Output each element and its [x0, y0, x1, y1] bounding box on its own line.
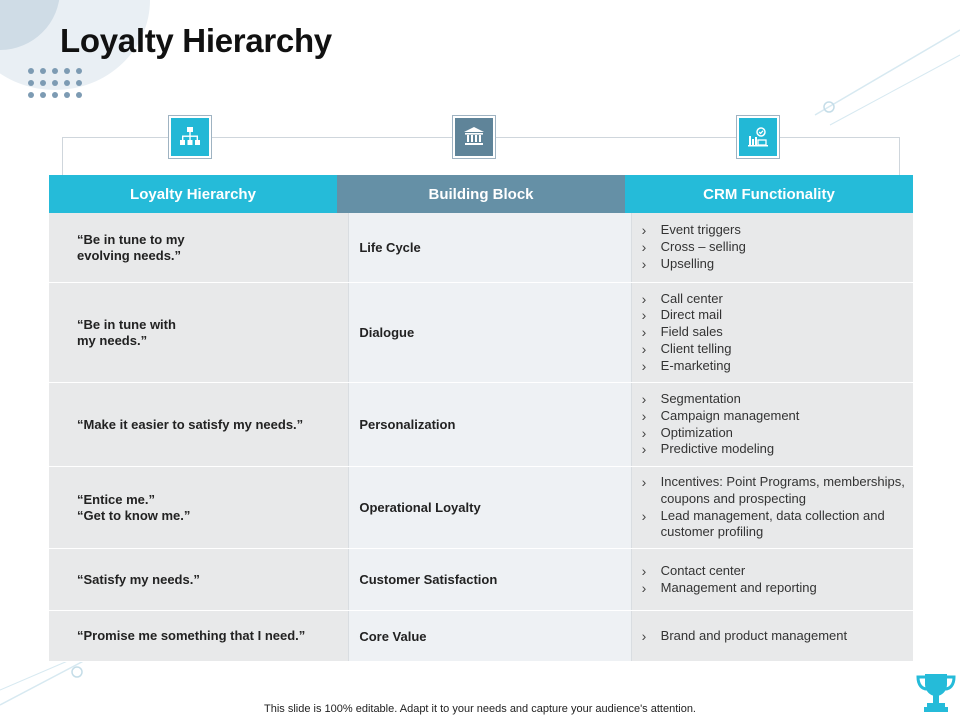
- quote-cell: “Promise me something that I need.”: [49, 611, 348, 661]
- building-block-cell: Operational Loyalty: [348, 467, 631, 548]
- crm-functionality-cell: [632, 283, 913, 382]
- building-block-cell: Dialogue: [348, 283, 631, 382]
- list-item: › E-marketing: [642, 358, 732, 375]
- list-item: › Upselling: [642, 256, 746, 273]
- crm-functionality-cell: [632, 549, 913, 610]
- decorative-dots: [28, 68, 82, 98]
- list-item: › Direct mail: [642, 307, 732, 324]
- quote-cell: “Satisfy my needs.”: [49, 549, 348, 610]
- header-crm-functionality: CRM Functionality: [625, 175, 913, 213]
- crm-icon: [737, 116, 779, 158]
- table-header: [49, 175, 913, 213]
- list-item: › Optimization: [642, 425, 800, 442]
- header-loyalty-hierarchy: Loyalty Hierarchy: [49, 175, 337, 213]
- quote-cell: “Be in tune to my evolving needs.”: [49, 213, 348, 282]
- list-item: › Lead management, data collection and customer profiling: [642, 508, 913, 542]
- building-block-cell: Life Cycle: [348, 213, 631, 282]
- quote-cell: “Be in tune with my needs.”: [49, 283, 348, 382]
- table-row: [49, 611, 913, 662]
- building-block-cell: Core Value: [348, 611, 631, 661]
- crm-functionality-cell: [632, 611, 913, 661]
- table-row: [49, 283, 913, 383]
- quote-cell: “Entice me.” “Get to know me.”: [49, 467, 348, 548]
- building-block-cell: Personalization: [348, 383, 631, 466]
- crm-functionality-cell: [632, 383, 913, 466]
- list-item: › Incentives: Point Programs, memberships, coupons and prospecting: [642, 474, 913, 508]
- quote-cell: “Make it easier to satisfy my needs.”: [49, 383, 348, 466]
- list-item: › Management and reporting: [642, 580, 817, 597]
- list-item: › Brand and product management: [642, 628, 847, 645]
- building-block-cell: Customer Satisfaction: [348, 549, 631, 610]
- list-item: › Call center: [642, 291, 732, 308]
- table-row: [49, 383, 913, 467]
- crm-functionality-cell: [632, 213, 913, 282]
- list-item: › Field sales: [642, 324, 732, 341]
- table-row: [49, 549, 913, 611]
- bank-icon: [453, 116, 495, 158]
- table-row: [49, 213, 913, 283]
- list-item: › Segmentation: [642, 391, 800, 408]
- hierarchy-icon: [169, 116, 211, 158]
- crm-functionality-cell: [632, 467, 913, 548]
- list-item: › Contact center: [642, 563, 817, 580]
- loyalty-table: [49, 175, 913, 662]
- list-item: › Predictive modeling: [642, 441, 800, 458]
- table-row: [49, 467, 913, 549]
- list-item: › Event triggers: [642, 222, 746, 239]
- trophy-icon: [914, 670, 958, 714]
- header-building-block: Building Block: [337, 175, 625, 213]
- list-item: › Campaign management: [642, 408, 800, 425]
- list-item: › Cross – selling: [642, 239, 746, 256]
- list-item: › Client telling: [642, 341, 732, 358]
- page-title: Loyalty Hierarchy: [60, 22, 332, 59]
- footer-note: This slide is 100% editable. Adapt it to your needs and capture your audience's attention.: [264, 703, 696, 715]
